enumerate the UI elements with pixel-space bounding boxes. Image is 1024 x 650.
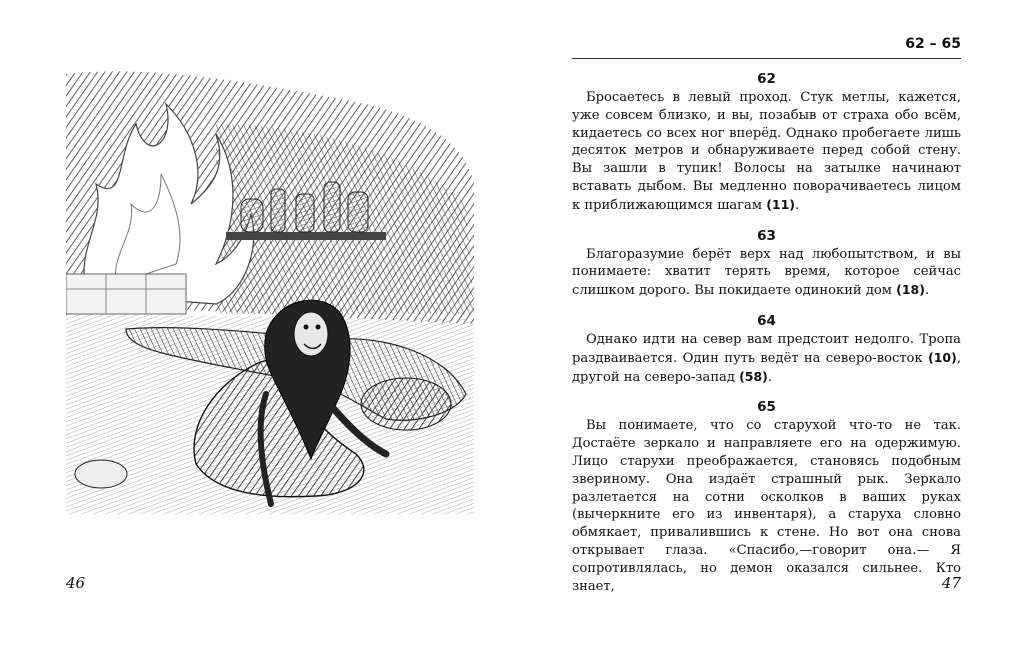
text-run: Благоразумие берёт верх над любопытством, и вы понимаете: хватит терять время, которое сейчас слишком дорого. Вы покидаете одинокий дом: [572, 246, 961, 299]
section-reference-link: (18): [896, 282, 925, 298]
section-reference-link: (58): [739, 368, 768, 384]
section-reference-link: (11): [766, 196, 796, 212]
section-number: 65: [757, 399, 776, 416]
right-page-number: 47: [941, 574, 961, 592]
text-run: Бросаетесь в левый проход. Стук метлы, кажется, уже совсем близко, и вы, позабыв от страха обо всём, кидаетесь со всех ног вперёд. Однако пробегаете лишь десяток метров и обнаруживаете перед собой стену. Вы зашли в тупик! Волосы на затылке начинают вставать дыбом. Вы медленно поворачиваетесь лицом к приближающимся шагам: [572, 90, 961, 213]
section-65: [572, 398, 961, 595]
section-text: [572, 331, 961, 386]
section-number: 64: [757, 312, 776, 329]
right-page: [512, 0, 1024, 650]
fire-witch-illustration: [66, 64, 474, 514]
text-run: , другой на северо-запад: [572, 350, 961, 385]
section-text: [572, 417, 961, 595]
text-run: .: [767, 369, 773, 385]
section-text: [572, 246, 961, 300]
section-number: 62: [757, 71, 776, 87]
running-head: 62 – 65: [905, 36, 961, 52]
illustration-drawing: [66, 64, 474, 514]
text-run: Вы понимаете, что со старухой что-то не так. Достаёте зеркало и направляете его на одержимую. Лицо старухи преображается, становясь подобным звериному. Она издаёт страшный рык. Зеркало разлетается на сотни осколков в ваших руках (вычеркните его из инвентаря), а старуха словно обмякает, привалившись к стене. Но вот она снова открывает глаза. «Спасибо,—говорит она.— Я сопротивлялась, но демон оказался сильнее. Кто знает,: [572, 418, 961, 594]
header-rule: [572, 58, 961, 59]
section-63: [572, 227, 961, 300]
section-reference-link: (10): [928, 349, 957, 365]
text-run: .: [795, 197, 800, 213]
section-64: [572, 312, 961, 386]
text-run: Однако идти на север вам предстоит недолго. Тропа раздваивается. Один путь ведёт на северо-восток: [572, 331, 961, 366]
text-column: [572, 70, 961, 607]
section-62: [572, 70, 961, 215]
left-page-number: 46: [66, 574, 86, 592]
section-text: [572, 89, 961, 215]
text-run: .: [924, 283, 930, 299]
section-number: 63: [757, 227, 776, 244]
